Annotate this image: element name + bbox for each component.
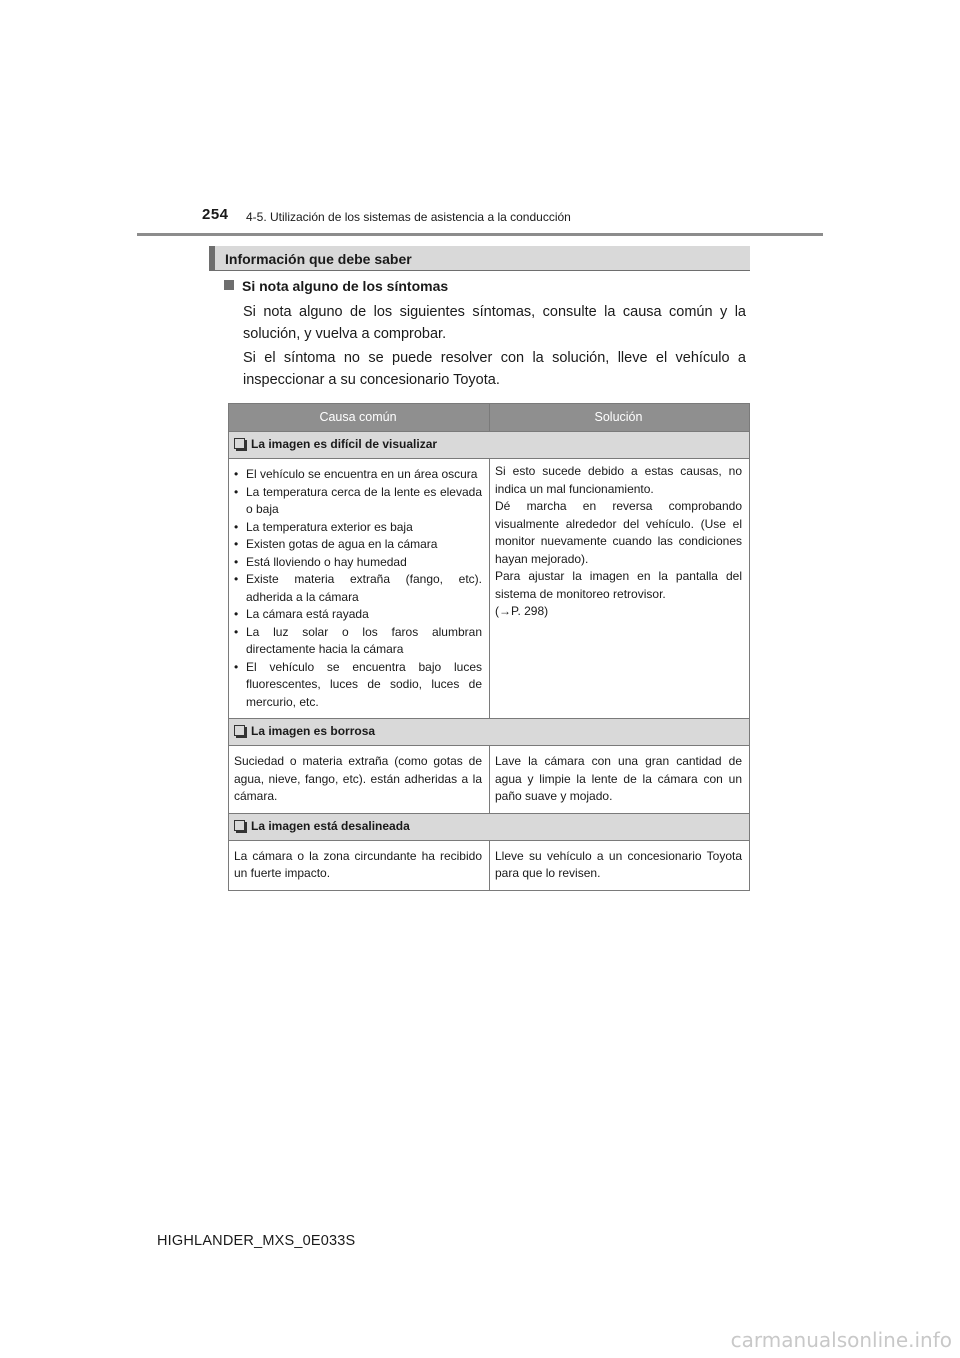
list-item: • La luz solar o los faros alumbran directamente hacia la cámara (234, 624, 482, 659)
group-title: La imagen está desalineada (251, 818, 410, 833)
table-row (229, 746, 750, 814)
list-item: • La temperatura cerca de la lente es elevada o baja (234, 484, 482, 519)
group-title-cell (229, 719, 750, 746)
cause-cell (229, 459, 490, 719)
symptoms-paragraph-2: Si el síntoma no se puede resolver con la solución, lleve el vehículo a inspeccionar a su concesionario Toyota. (243, 350, 746, 388)
group-row (229, 813, 750, 840)
footer-code: HIGHLANDER_MXS_0E033S (157, 1233, 356, 1249)
group-title-cell (229, 813, 750, 840)
list-item: • Está lloviendo o hay humedad (234, 554, 482, 572)
watermark: carmanualsonline.info (730, 1328, 952, 1352)
group-title: La imagen es difícil de visualizar (251, 437, 438, 451)
list-item: • Existen gotas de agua en la cámara (234, 536, 482, 554)
cause-cell: Suciedad o materia extraña (como gotas de agua, nieve, fango, etc). están adheridas a la cámara. (229, 746, 490, 814)
symptoms-paragraph-1: Si nota alguno de los siguientes síntomas, consulte la causa común y la solución, y vuelva a comprobar. (243, 304, 746, 342)
group-row (229, 432, 750, 459)
table-header-row (229, 404, 750, 432)
header-cause: Causa común (229, 404, 490, 432)
list-item: • La temperatura exterior es baja (234, 519, 482, 537)
header-solution: Solución (490, 404, 750, 432)
table-row (229, 840, 750, 890)
solution-cell: Lleve su vehículo a un concesionario Toyota para que lo revisen. (490, 840, 750, 890)
symptoms-heading (224, 278, 448, 294)
header-rule (137, 233, 823, 236)
checkbox-icon (234, 725, 245, 736)
page-number: 254 (202, 206, 229, 223)
square-bullet-icon (224, 280, 234, 290)
group-title: La imagen es borrosa (251, 724, 376, 738)
page-reference: (→P. 298) (495, 604, 549, 618)
solution-line: Dé marcha en reversa comprobando visualmente alrededor del vehículo. (Use el monitor nuevamente cuando las condiciones hayan mejorado). (495, 499, 742, 566)
checkbox-icon (234, 820, 245, 831)
list-item: • Existe materia extraña (fango, etc). adherida a la cámara (234, 571, 482, 606)
list-item: • La cámara está rayada (234, 606, 482, 624)
checkbox-icon (234, 438, 245, 449)
group-title-cell (229, 432, 750, 459)
solution-cell: Lave la cámara con una gran cantidad de agua y limpie la lente de la cámara con un paño suave y mojado. (490, 746, 750, 814)
info-box (209, 246, 750, 271)
info-box-label: Información que debe saber (225, 251, 412, 267)
symptoms-heading-text: Si nota alguno de los síntomas (242, 278, 449, 294)
group-row (229, 719, 750, 746)
cause-list (234, 463, 482, 714)
cause-cell: La cámara o la zona circundante ha recibido un fuerte impacto. (229, 840, 490, 890)
list-item: • El vehículo se encuentra en un área oscura (234, 466, 482, 484)
solution-cell (490, 459, 750, 719)
symptoms-table (228, 403, 750, 891)
list-item: • El vehículo se encuentra bajo luces fluorescentes, luces de sodio, luces de mercurio, etc. (234, 659, 482, 712)
table-row (229, 459, 750, 719)
solution-line: Para ajustar la imagen en la pantalla del sistema de monitoreo retrovisor. (495, 569, 742, 601)
solution-line: Si esto sucede debido a estas causas, no indica un mal funcionamiento. (495, 464, 742, 496)
section-title: 4-5. Utilización de los sistemas de asistencia a la conducción (246, 210, 571, 224)
